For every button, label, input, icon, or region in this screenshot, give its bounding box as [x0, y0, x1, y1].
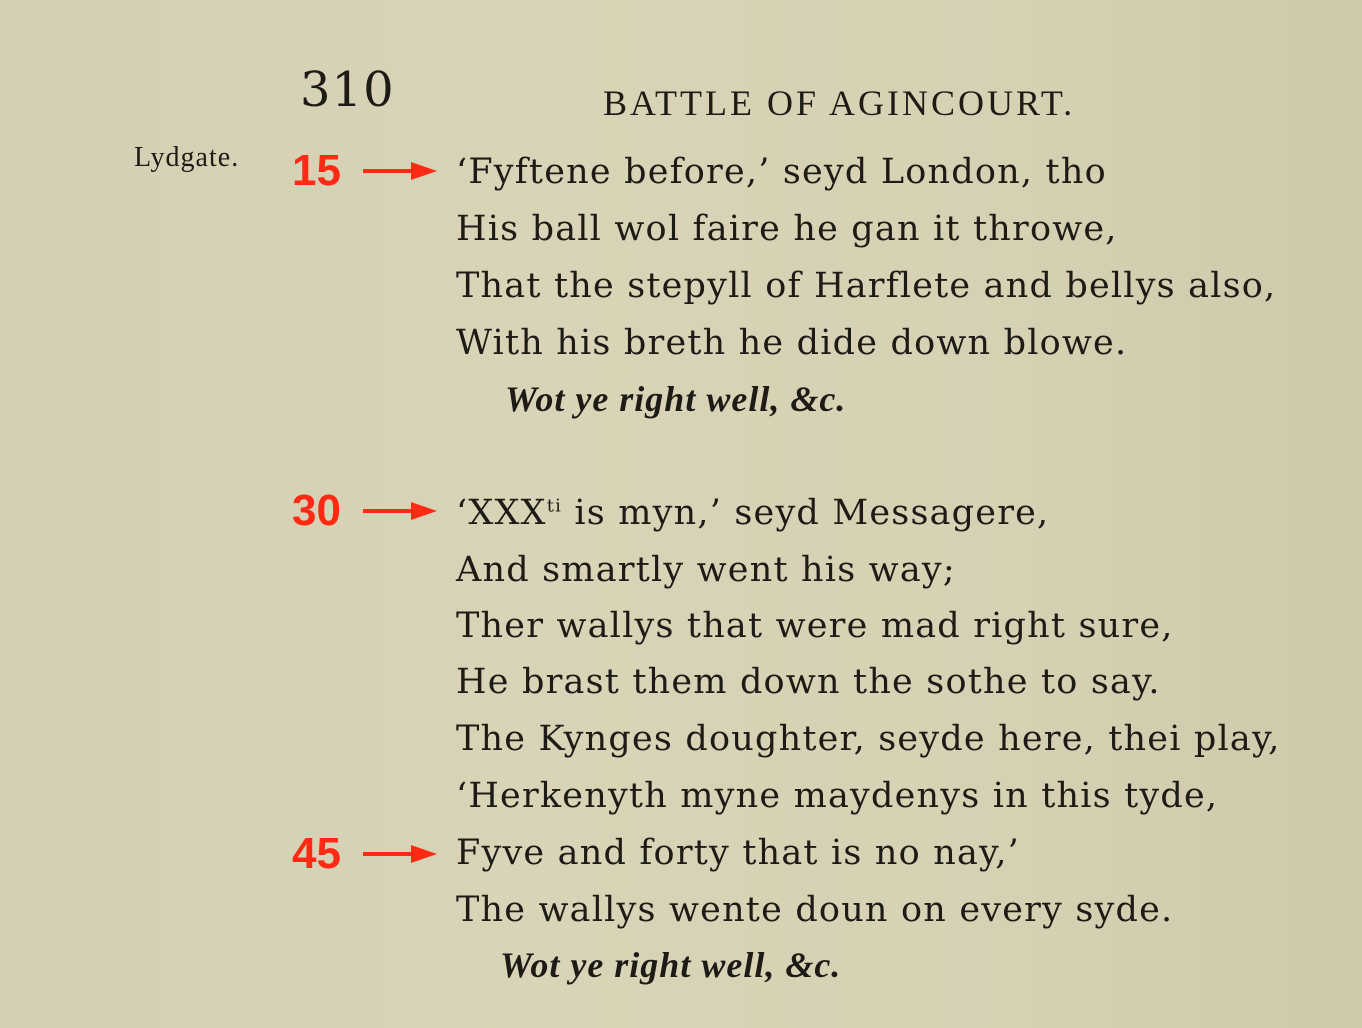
refrain: Wot ye right well, &c. [500, 945, 842, 985]
margin-note: Lydgate. [134, 142, 240, 173]
verse-line [456, 493, 1049, 533]
marker-number: 45 [292, 829, 341, 878]
marker-number: 15 [292, 146, 341, 195]
running-head: BATTLE OF AGINCOURT. [603, 83, 1076, 123]
verse-line: With his breth he dide down blowe. [456, 323, 1128, 363]
verse-line: Ther wallys that were mad right sure, [456, 606, 1174, 646]
verse-line: His ball wol faire he gan it throwe, [456, 209, 1118, 249]
verse-line: The wallys wente doun on every syde. [456, 890, 1174, 930]
verse-line: That the stepyll of Harflete and bellys also, [456, 266, 1277, 306]
verse-line: The Kynges doughter, seyde here, thei play, [456, 719, 1281, 759]
page-number: 310 [300, 62, 395, 118]
verse-line-prefix: ‘XXX [456, 493, 547, 533]
marker-15 [292, 146, 439, 196]
arrow-right-icon [363, 159, 439, 183]
marker-45 [292, 829, 439, 879]
verse-line: Fyve and forty that is no nay,’ [456, 833, 1020, 873]
verse-line: ‘Fyftene before,’ seyd London, tho [456, 152, 1107, 192]
marker-30 [292, 486, 439, 536]
verse-line-suffix: is myn,’ seyd Messagere, [562, 493, 1050, 533]
superscript: ti [546, 495, 563, 517]
marker-number: 30 [292, 486, 341, 535]
verse-line: And smartly went his way; [456, 550, 956, 590]
verse-line: He brast them down the sothe to say. [456, 662, 1161, 702]
refrain: Wot ye right well, &c. [505, 379, 847, 419]
verse-line: ‘Herkenyth myne maydenys in this tyde, [456, 776, 1219, 816]
arrow-right-icon [363, 499, 439, 523]
arrow-right-icon [363, 842, 439, 866]
